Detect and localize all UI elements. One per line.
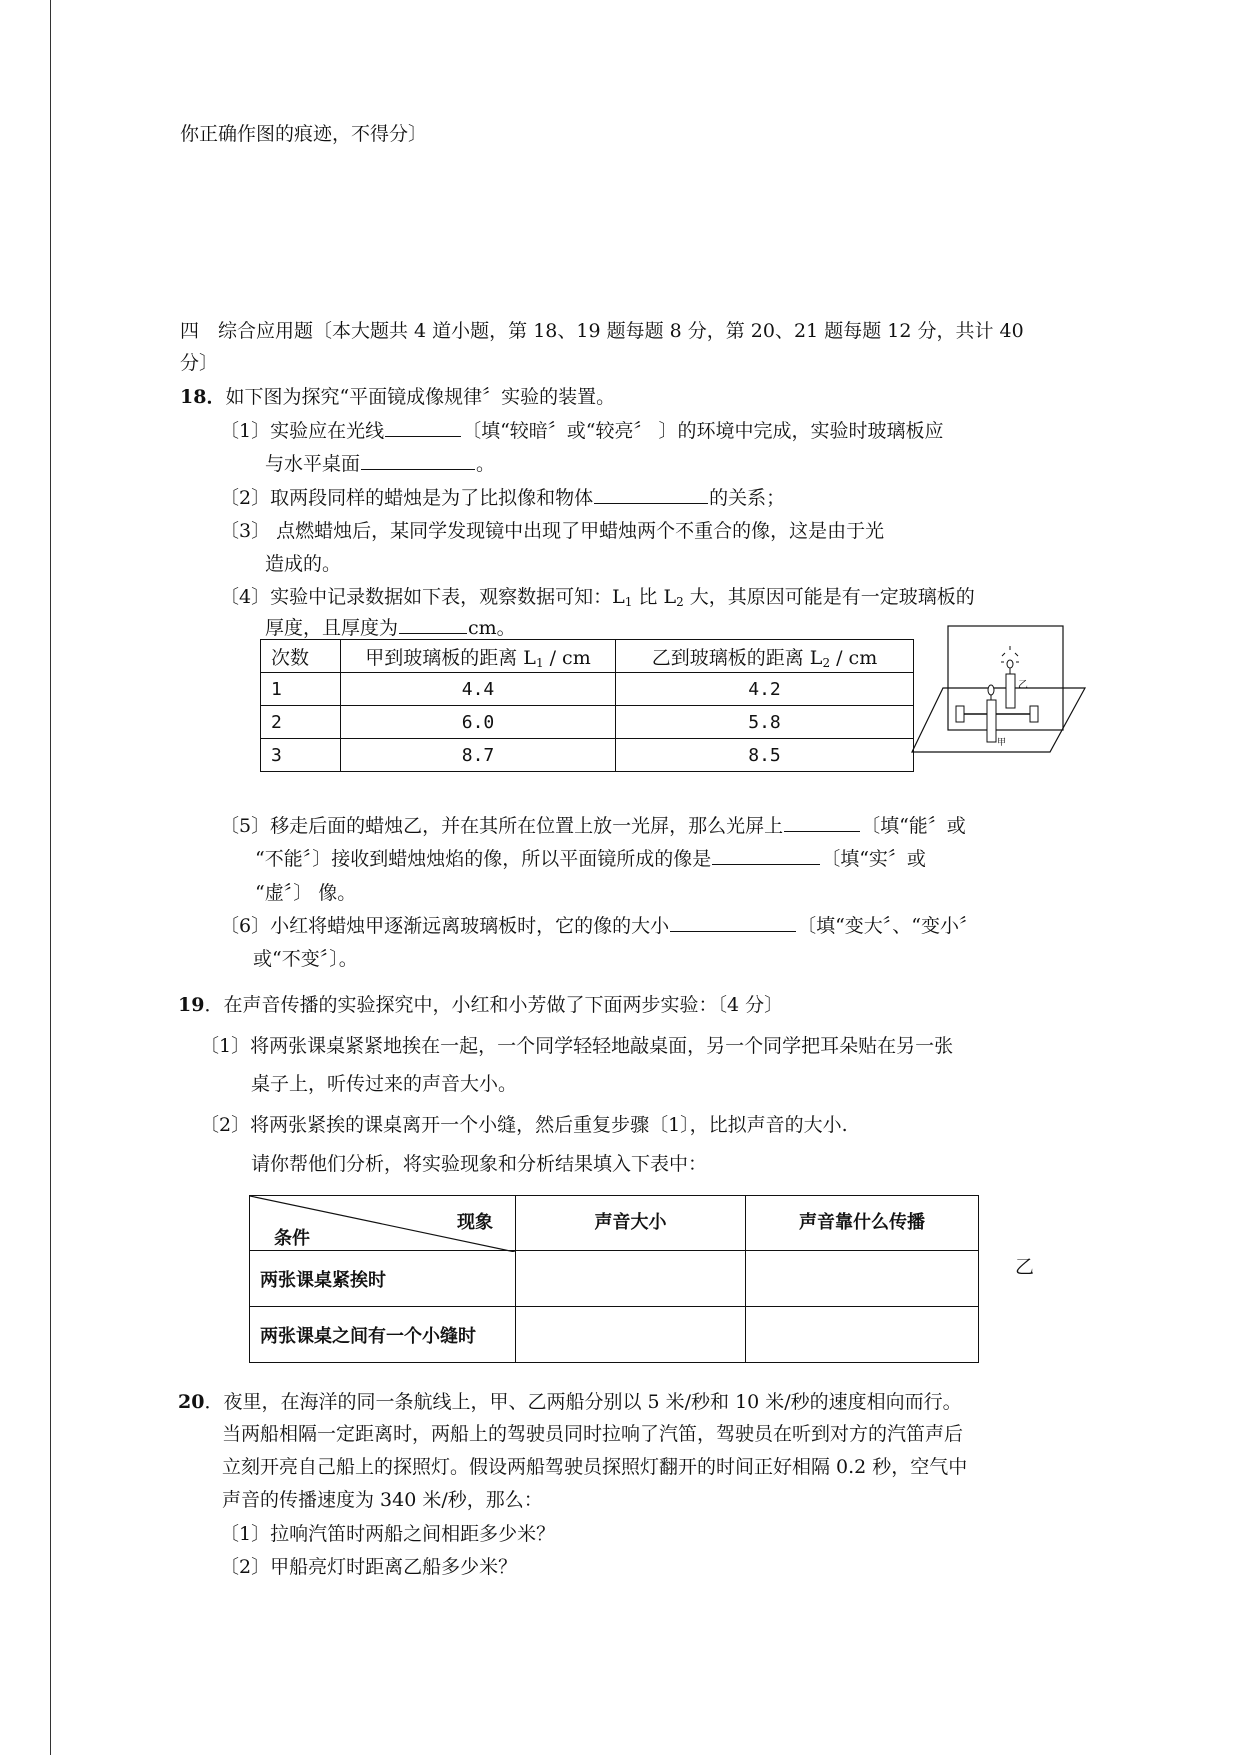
q19-stem-text: ．在声音传播的实验探究中，小红和小芳做了下面两步实验：〔4 分〕	[204, 994, 784, 1016]
row-L2: 4.2	[616, 673, 914, 706]
section-4-heading-cont: 分〕	[180, 352, 219, 374]
header-sound-medium: 声音靠什么传播	[746, 1196, 979, 1251]
header-diagonal-cell	[250, 1196, 516, 1251]
q18-p1-text-d: 。	[476, 453, 496, 475]
q20-line3: 立刻开亮自己船上的探照灯。假设两船驾驶员探照灯翻开的时间正好相隔 0.2 秒，空气中	[222, 1456, 968, 1478]
table-header-row	[261, 640, 914, 673]
q18-part4-cont	[265, 615, 516, 641]
row-L1: 6.0	[341, 706, 616, 739]
q18-p1-text-b: 〔填“较暗〞或“较亮〞 〕的环境中完成，实验时玻璃板应	[462, 420, 944, 442]
q19-step1-cont: 桌子上，听传过来的声音大小。	[251, 1073, 518, 1095]
q19-number: 19	[178, 994, 205, 1016]
q18-p4-L1: L	[612, 586, 625, 608]
q18-part6	[220, 913, 978, 939]
stray-label-yi: 乙	[1015, 1256, 1035, 1278]
q19-stem	[178, 992, 783, 1018]
q18-part2	[220, 485, 785, 511]
q18-p4-text-b: 厚度，且厚度为	[265, 617, 399, 639]
header-sound-loudness: 声音大小	[516, 1196, 746, 1251]
q18-number: 18．	[180, 386, 226, 408]
q18-part3: 〔3〕 点燃蜡烛后，某同学发现镜中出现了甲蜡烛两个不重合的像，这是由于光	[220, 520, 885, 542]
q18-p1-text-a: 〔1〕实验应在光线	[220, 420, 385, 442]
q18-part1	[220, 418, 944, 444]
q18-part4	[220, 584, 975, 615]
row-count: 3	[261, 739, 341, 772]
row-L1: 4.4	[341, 673, 616, 706]
mirror-apparatus-figure	[910, 620, 1090, 760]
answer-cell[interactable]	[746, 1251, 979, 1307]
row-condition-touching: 两张课桌紧挨时	[250, 1251, 516, 1307]
q18-p4-blank[interactable]	[399, 615, 467, 634]
candle-jia	[987, 700, 996, 742]
q18-part3-cont: 造成的。	[265, 553, 342, 575]
row-count: 2	[261, 706, 341, 739]
q18-p4-tail: 大，其原因可能是有一定玻璃板的	[683, 586, 975, 608]
q19-answer-table	[249, 1195, 979, 1363]
binding-margin-line	[50, 0, 51, 1755]
q20-number: 20	[178, 1391, 205, 1413]
header-L1-text: 甲到玻璃板的距离 L	[365, 646, 536, 669]
q18-part5	[220, 813, 966, 839]
q18-p1-blank-2[interactable]	[361, 451, 475, 470]
label-jia: 甲	[997, 738, 1007, 748]
answer-cell[interactable]	[516, 1307, 746, 1363]
header-L2-text: 乙到玻璃板的距离 L	[651, 646, 823, 669]
candle-jia-flame	[988, 685, 994, 695]
row-count: 1	[261, 673, 341, 706]
header-L1	[341, 640, 616, 673]
q18-p2-blank[interactable]	[594, 485, 708, 504]
row-condition-gap: 两张课桌之间有一个小缝时	[250, 1307, 516, 1363]
row-L2: 8.5	[616, 739, 914, 772]
q18-part6-cont: 或“不变〞〕。	[253, 948, 358, 970]
q20-line4: 声音的传播速度为 340 米/秒，那么：	[222, 1489, 543, 1511]
q18-p6-text-b: 〔填“变大〞、“变小〞	[797, 915, 979, 937]
q18-part5-end: “虚〞〕 像。	[255, 882, 357, 904]
header-condition: 条件	[274, 1228, 310, 1249]
q18-stem-text: 如下图为探究“平面镜成像规律〞实验的装置。	[225, 386, 616, 408]
q18-p2-text-a: 〔2〕取两段同样的蜡烛是为了比拟像和物体	[220, 487, 594, 509]
q18-p4-mid: 比	[632, 586, 664, 608]
row-L2: 5.8	[616, 706, 914, 739]
label-yi: 乙	[1018, 680, 1028, 691]
header-count: 次数	[261, 640, 341, 673]
q18-p2-text-b: 的关系；	[709, 487, 786, 509]
q18-p5-blank-1[interactable]	[784, 813, 860, 832]
q18-part1-cont	[265, 451, 495, 477]
table-header-row	[250, 1196, 979, 1251]
q20-sub1: 〔1〕拉响汽笛时两船之间相距多少米？	[220, 1523, 556, 1545]
table-row	[261, 673, 914, 706]
answer-cell[interactable]	[746, 1307, 979, 1363]
q18-p4-sub2: 2	[676, 595, 684, 609]
q18-stem	[180, 384, 615, 410]
q18-p6-text-a: 〔6〕小红将蜡烛甲逐渐远离玻璃板时，它的像的大小	[220, 915, 670, 937]
q18-p5-text-c: “不能〞〕接收到蜡烛烛焰的像，所以平面镜所成的像是	[255, 848, 712, 870]
q18-part5-cont	[255, 846, 926, 872]
q18-p6-blank[interactable]	[670, 913, 796, 932]
q18-p4-sub1: 1	[624, 595, 633, 609]
table-row	[261, 739, 914, 772]
q18-p1-text-c: 与水平桌面	[265, 453, 361, 475]
table-row	[250, 1307, 979, 1363]
header-L2-sub: 2	[822, 655, 831, 670]
header-L2-unit: / cm	[830, 646, 878, 669]
q18-p5-blank-2[interactable]	[712, 846, 820, 865]
q18-p4-L2: L	[663, 586, 677, 608]
q18-p1-blank-1[interactable]	[385, 418, 461, 437]
table-row	[261, 706, 914, 739]
header-L1-unit: / cm	[543, 646, 591, 669]
continued-text: 你正确作图的痕迹，不得分〕	[180, 123, 428, 145]
stand-left	[956, 706, 964, 722]
answer-cell[interactable]	[516, 1251, 746, 1307]
q18-data-table	[260, 639, 914, 772]
q18-p5-text-d: 〔填“实〞或	[821, 848, 926, 870]
q18-p4-text-c: cm。	[468, 617, 516, 639]
q20-line1-text: ．夜里，在海洋的同一条航线上，甲、乙两船分别以 5 米/秒和 10 米/秒的速度相向而行。	[204, 1391, 962, 1413]
q18-p4-text-a: 〔4〕实验中记录数据如下表，观察数据可知：	[220, 586, 613, 608]
candle-yi-flame	[1007, 660, 1013, 668]
q19-instruction: 请你帮他们分析，将实验现象和分析结果填入下表中：	[251, 1153, 708, 1175]
q18-p5-text-a: 〔5〕移走后面的蜡烛乙，并在其所在位置上放一光屏，那么光屏上	[220, 815, 784, 837]
stand-right	[1030, 706, 1038, 722]
row-L1: 8.7	[341, 739, 616, 772]
q19-step1: 〔1〕将两张课桌紧紧地挨在一起，一个同学轻轻地敲桌面，另一个同学把耳朵贴在另一张	[200, 1035, 954, 1057]
table-row	[250, 1251, 979, 1307]
header-L1-sub: 1	[535, 655, 544, 670]
q20-line2: 当两船相隔一定距离时，两船上的驾驶员同时拉响了汽笛，驾驶员在听到对方的汽笛声后	[222, 1423, 964, 1445]
header-phenomenon: 现象	[457, 1212, 493, 1233]
q20-sub2: 〔2〕甲船亮灯时距离乙船多少米？	[220, 1556, 518, 1578]
q18-p5-text-b: 〔填“能〞或	[861, 815, 966, 837]
header-L2	[616, 640, 914, 673]
q20-line1	[178, 1389, 962, 1415]
section-4-heading: 四 综合应用题〔本大题共 4 道小题，第 18、19 题每题 8 分，第 20、21 题每题 12 分，共计 40	[180, 320, 1024, 342]
candle-yi	[1006, 674, 1015, 708]
q19-step2: 〔2〕将两张紧挨的课桌离开一个小缝，然后重复步骤〔1〕，比拟声音的大小.	[200, 1114, 848, 1136]
